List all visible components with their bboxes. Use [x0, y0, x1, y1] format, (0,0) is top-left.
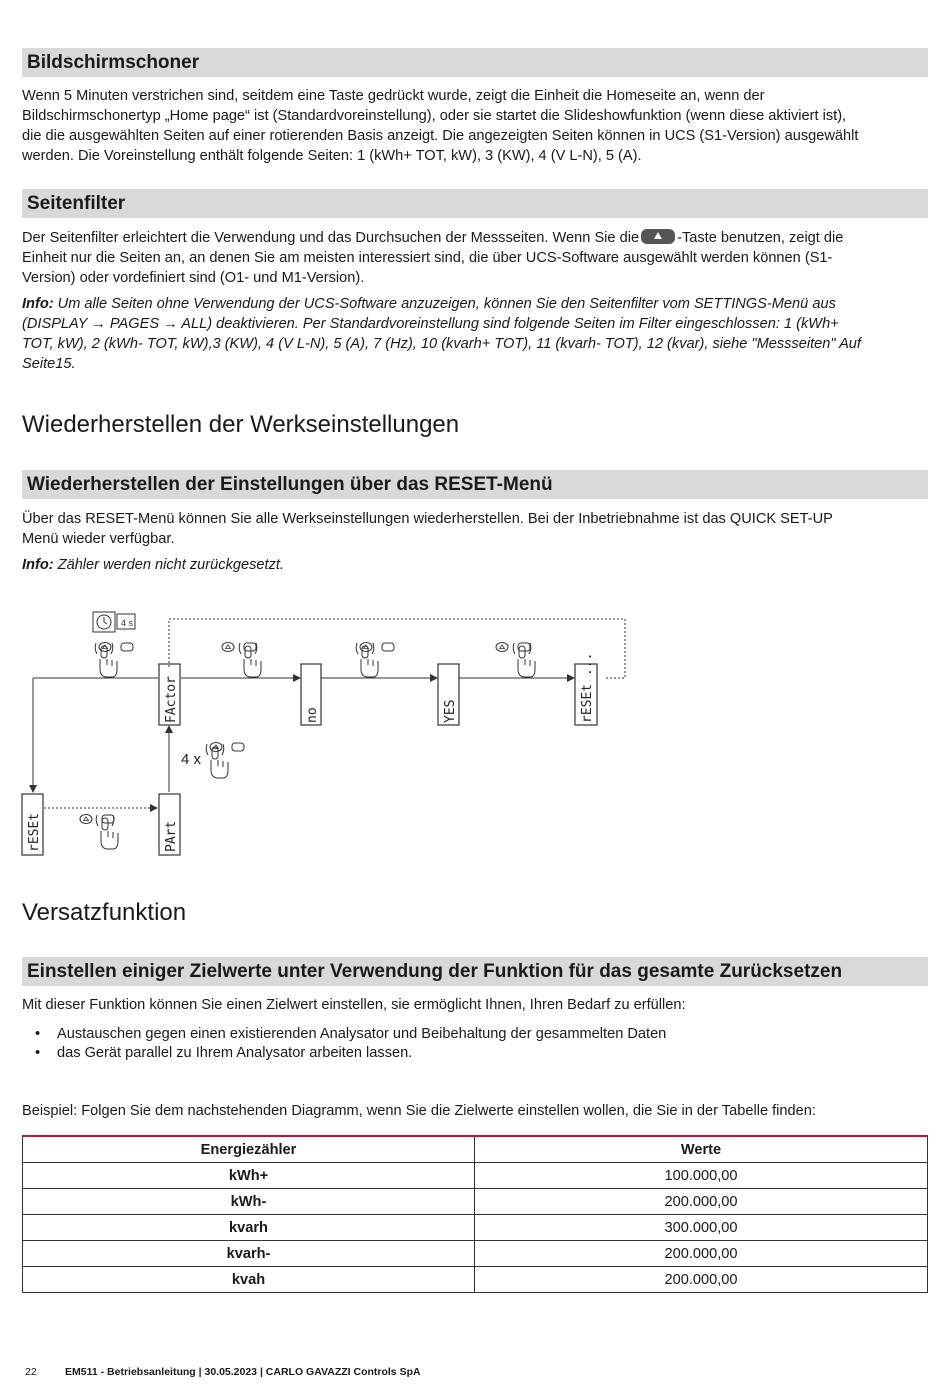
text-line: TOT, kW), 2 (kWh- TOT, kW),3 (KW), 4 (V L-N), 5 (A), 7 (Hz), 10 (kvarh+ TOT), 11 (kvarh- TOT), 12 (kvar), siehe "Messseiten" Auf	[22, 336, 861, 352]
display-screen-label: no	[305, 707, 320, 723]
chapter-title: Wiederherstellen der Werkseinstellungen	[22, 411, 460, 438]
ok-key-icon	[382, 643, 394, 651]
counter-name: kvarh	[23, 1215, 475, 1241]
text-line: Menü wieder verfügbar.	[22, 531, 175, 547]
display-screen-label: FActor	[164, 676, 179, 723]
up-key-icon	[222, 643, 234, 652]
display-screen-label: rESEt	[27, 812, 42, 852]
display-screen-label: PArt	[164, 820, 179, 852]
text-line: Einheit nur die Seiten an, an denen Sie am meisten interessiert sind, die über UCS-Software ausgewählt werden können (S1-	[22, 250, 833, 266]
section-heading-bar	[22, 189, 928, 218]
counter-value: 200.000,00	[475, 1189, 928, 1215]
paragraph: Beispiel: Folgen Sie dem nachstehenden Diagramm, wenn Sie die Zielwerte einstellen wollen, die Sie in der Tabelle finden:	[22, 1103, 816, 1119]
list-item: • das Gerät parallel zu Ihrem Analysator arbeiten lassen.	[22, 1044, 666, 1063]
section-heading-bar	[22, 957, 928, 986]
text-line: werden. Die Voreinstellung enthält folgende Seiten: 1 (kWh+ TOT, kW), 3 (KW), 4 (V L-N), 5 (A).	[22, 148, 642, 164]
counter-name: kvah	[23, 1267, 475, 1293]
text-line: Wenn 5 Minuten verstrichen sind, seitdem eine Taste gedrückt wurde, zeigt die Einheit die Homeseite an, wenn der	[22, 88, 765, 104]
press-hand-icon	[513, 643, 535, 677]
repeat-label: 4 x	[181, 751, 202, 768]
counter-name: kWh-	[23, 1189, 475, 1215]
chapter-title: Versatzfunktion	[22, 899, 187, 926]
info-note	[22, 294, 932, 374]
table-header-row	[23, 1136, 928, 1163]
text-fragment: Um alle Seiten ohne Verwendung der UCS-Software anzuzeigen, können Sie den Seitenfilter vom SETTINGS-Menü aus	[53, 296, 836, 312]
text-line: Version) oder vordefiniert sind (O1- und M1-Version).	[22, 270, 365, 286]
section-heading: Wiederherstellen der Einstellungen über das RESET-Menü	[27, 474, 553, 495]
section-heading-bar	[22, 48, 928, 77]
paragraph	[22, 86, 932, 166]
table-row	[23, 1267, 928, 1293]
counter-name: kvarh-	[23, 1241, 475, 1267]
table-row	[23, 1163, 928, 1189]
section-heading: Bildschirmschoner	[27, 52, 200, 73]
press-hand-icon	[96, 815, 118, 849]
up-key-icon	[496, 643, 508, 652]
info-label: Info:	[22, 296, 54, 312]
up-key-icon	[641, 229, 675, 244]
counter-value: 200.000,00	[475, 1241, 928, 1267]
column-header: Energiezähler	[23, 1136, 475, 1163]
counter-value: 200.000,00	[475, 1267, 928, 1293]
paragraph	[22, 228, 932, 288]
table-row	[23, 1189, 928, 1215]
section-heading: Einstellen einiger Zielwerte unter Verwendung der Funktion für das gesamte Zurücksetzen	[27, 961, 843, 982]
press-hand-icon	[239, 643, 261, 677]
text-line: Seite15.	[22, 356, 76, 372]
info-note	[22, 555, 932, 575]
display-screen-label: YES	[443, 699, 458, 723]
ok-key-icon	[121, 643, 133, 651]
timer-label: 4 s	[121, 618, 134, 628]
bullet-list	[22, 1025, 666, 1063]
section-heading: Seitenfilter	[27, 193, 126, 214]
text-line: (DISPLAY → PAGES → ALL) deaktivieren. Per Standardvoreinstellung sind folgende Seiten im Filter eingeschlossen: 1 (kWh+	[22, 316, 839, 332]
text-fragment: Der Seitenfilter erleichtert die Verwendung und das Durchsuchen der Messseiten. Wenn Sie die	[22, 230, 640, 246]
column-header: Werte	[475, 1136, 928, 1163]
text-fragment: -Taste benutzen, zeigt die	[677, 230, 844, 246]
text-line	[22, 294, 932, 314]
ok-key-icon	[232, 743, 244, 751]
text-fragment: Zähler werden nicht zurückgesetzt.	[53, 557, 284, 573]
section-heading-bar	[22, 470, 928, 499]
counter-name: kWh+	[23, 1163, 475, 1189]
paragraph	[22, 509, 932, 549]
info-label: Info:	[22, 557, 54, 573]
list-item: • Austauschen gegen einen existierenden Analysator und Beibehaltung der gesammelten Daten	[22, 1025, 666, 1044]
table-row	[23, 1241, 928, 1267]
paragraph: Mit dieser Funktion können Sie einen Zielwert einstellen, sie ermöglicht Ihnen, Ihren Bedarf zu erfüllen:	[22, 997, 686, 1013]
counter-value: 300.000,00	[475, 1215, 928, 1241]
text-line: Über das RESET-Menü können Sie alle Werkseinstellungen wiederherstellen. Bei der Inbetriebnahme ist das QUICK SET-UP	[22, 511, 833, 527]
display-screen-label: rESEt ...	[580, 652, 595, 723]
press-hand-icon	[95, 643, 117, 677]
loop-connector	[169, 619, 625, 678]
counter-value: 100.000,00	[475, 1163, 928, 1189]
press-hand-icon	[356, 643, 378, 677]
text-line: Bildschirmschonertyp „Home page“ ist (Standardvoreinstellung), oder sie startet die Slideshowfunktion (wenn diese aktiviert ist),	[22, 108, 847, 124]
text-line	[22, 228, 932, 248]
page-number: 22	[25, 1366, 37, 1378]
footer-text: EM511 - Betriebsanleitung | 30.05.2023 | CARLO GAVAZZI Controls SpA	[65, 1366, 421, 1378]
table-row	[23, 1215, 928, 1241]
up-key-icon	[80, 815, 92, 824]
text-line: die die ausgewählten Seiten auf einer rotierenden Basis anzeigt. Die angezeigten Seiten können in UCS (S1-Version) ausgewählt	[22, 128, 859, 144]
reset-menu-diagram	[0, 600, 650, 860]
energy-counter-table	[22, 1135, 928, 1293]
page-footer	[25, 1366, 421, 1378]
press-hand-icon	[206, 744, 228, 778]
